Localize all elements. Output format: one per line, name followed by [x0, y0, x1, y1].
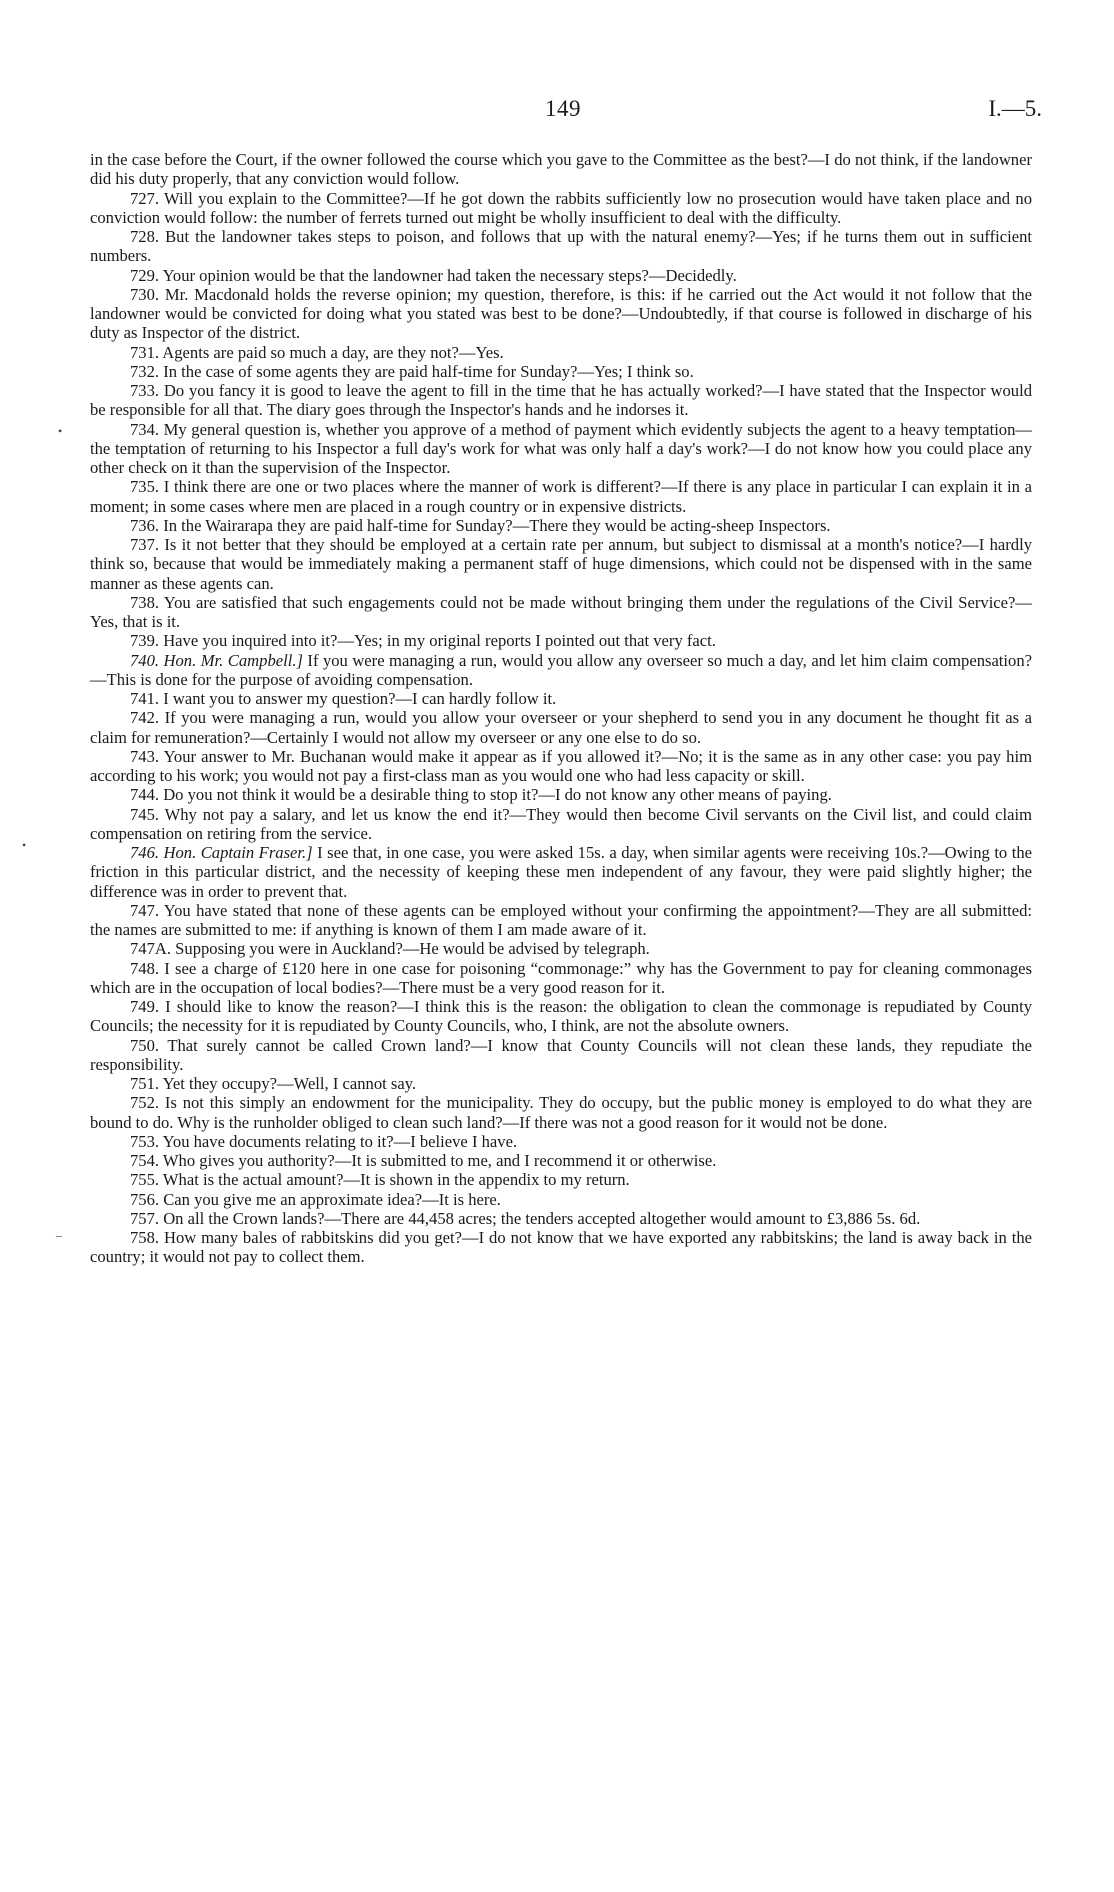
paragraph	[90, 1093, 1032, 1132]
paragraph	[90, 150, 1032, 189]
speaker-label: 746. Hon. Captain Fraser.]	[130, 843, 313, 862]
paragraph	[90, 843, 1032, 901]
paragraph-text: 756. Can you give me an approximate idea?—It is here.	[130, 1189, 501, 1209]
paragraph	[90, 1036, 1032, 1075]
paragraph-text: 747A. Supposing you were in Auckland?—He would be advised by telegraph.	[130, 939, 650, 959]
paragraph-text: 734. My general question is, whether you approve of a method of payment which evidently subjects the agent to a heavy temptation—the temptation of returning to his Inspector a full day's work for what was only half a day's work?—I do not know how you could place any other check on it than the supervision of the Inspector.	[90, 419, 1032, 477]
paragraph-text: I see that, in one case, you were asked 15s. a day, when similar agents were receiving 10s.?—Owing to the friction in this particular district, and the necessity of keeping these men independent of any favour, they were paid slightly higher; the difference was in order to prevent that.	[90, 843, 1032, 901]
paragraph	[90, 1228, 1032, 1267]
paragraph-text: 733. Do you fancy it is good to leave the agent to fill in the time that he has actually worked?—I have stated that the Inspector would be responsible for all that. The diary goes through the Inspector's hands and he indorses it.	[90, 381, 1032, 420]
paragraph-text: 755. What is the actual amount?—It is shown in the appendix to my return.	[130, 1170, 630, 1190]
paragraph	[90, 227, 1032, 266]
document-reference: I.—5.	[988, 96, 1042, 121]
page-header	[0, 96, 1114, 126]
paragraph-text: 744. Do you not think it would be a desirable thing to stop it?—I do not know any other means of paying.	[130, 785, 832, 805]
paragraph-text: 728. But the landowner takes steps to poison, and follows that up with the natural enemy?—Yes; if he turns them out in sufficient numbers.	[90, 227, 1032, 266]
paragraph-text: 741. I want you to answer my question?—I can hardly follow it.	[130, 689, 557, 708]
paragraph-text: If you were managing a run, would you allow any overseer so much a day, and let him claim compensation?—This is done for the purpose of avoiding compensation.	[90, 650, 1032, 689]
paragraph-text: 753. You have documents relating to it?—I believe I have.	[130, 1131, 518, 1151]
paragraph	[90, 381, 1032, 420]
paragraph-text: 739. Have you inquired into it?—Yes; in my original reports I pointed out that very fact.	[130, 631, 716, 651]
paragraph	[90, 285, 1032, 343]
paragraph	[90, 939, 1032, 958]
paragraph-text: 754. Who gives you authority?—It is submitted to me, and I recommend it or otherwise.	[130, 1151, 717, 1170]
paragraph	[90, 1151, 1032, 1170]
paragraph	[90, 343, 1032, 362]
paragraph-text: 729. Your opinion would be that the landowner had taken the necessary steps?—Decidedly.	[130, 265, 737, 285]
testimony-body	[90, 150, 1032, 1267]
paragraph-text: 748. I see a charge of £120 here in one case for poisoning “commonage:” why has the Government to pay for cleaning commonages which are in the occupation of local bodies?—There must be a very good reason for it.	[90, 958, 1032, 997]
paragraph-text: 742. If you were managing a run, would you allow your overseer or your shepherd to send you in any document he thought fit as a claim for remuneration?—Certainly I would not allow my overseer or any one else to do so.	[90, 708, 1032, 747]
paragraph	[90, 362, 1032, 381]
paragraph	[90, 805, 1032, 844]
paragraph-text: 750. That surely cannot be called Crown land?—I know that County Councils will not clean these lands, they repudiate the responsibility.	[90, 1035, 1032, 1074]
paragraph	[90, 689, 1032, 708]
paragraph-text: in the case before the Court, if the owner followed the course which you gave to the Committee as the best?—I do not think, if the landowner did his duty properly, that any conviction would follow.	[90, 150, 1032, 189]
paragraph	[90, 593, 1032, 632]
paragraph	[90, 1132, 1032, 1151]
paragraph-text: 727. Will you explain to the Committee?—If he got down the rabbits sufficiently low no prosecution would have taken place and no conviction would follow: the number of ferrets turned out might be wholly insufficient to deal with the difficulty.	[90, 188, 1032, 227]
paragraph-text: 758. How many bales of rabbitskins did you get?—I do not know that we have exported any rabbitskins; the land is away back in the country; it would not pay to collect them.	[90, 1228, 1032, 1267]
speaker-label: 740. Hon. Mr. Campbell.]	[130, 650, 303, 670]
paragraph-text: 745. Why not pay a salary, and let us know the end it?—They would then become Civil servants on the Civil list, and could claim compensation on retiring from the service.	[90, 804, 1032, 843]
paragraph	[90, 997, 1032, 1036]
paragraph	[90, 535, 1032, 593]
ink-speck: •	[58, 424, 63, 438]
paragraph	[90, 785, 1032, 804]
paragraph	[90, 747, 1032, 786]
paragraph	[90, 1074, 1032, 1093]
paragraph	[90, 420, 1032, 478]
paragraph-text: 736. In the Wairarapa they are paid half-time for Sunday?—There they would be acting-sheep Inspectors.	[130, 515, 831, 535]
paragraph-text: 751. Yet they occupy?—Well, I cannot say.	[130, 1074, 417, 1093]
ink-speck: •	[22, 838, 27, 852]
paragraph	[90, 516, 1032, 535]
paragraph	[90, 189, 1032, 228]
paragraph	[90, 901, 1032, 940]
paragraph-text: 757. On all the Crown lands?—There are 44,458 acres; the tenders accepted altogether would amount to £3,886 5s. 6d.	[130, 1208, 921, 1228]
paragraph-text: 743. Your answer to Mr. Buchanan would make it appear as if you allowed it?—No; it is the same as in any other case: you pay him according to his work; you would not pay a first-class man as you would one who had less capacity or skill.	[90, 746, 1032, 785]
paragraph	[90, 266, 1032, 285]
paragraph-text: 749. I should like to know the reason?—I think this is the reason: the obligation to clean the commonage is repudiated by County Councils; the necessity for it is repudiated by County Councils, who, I think, are not the absolute owners.	[90, 997, 1032, 1036]
paragraph	[90, 708, 1032, 747]
paragraph-text: 738. You are satisfied that such engagements could not be made without bringing them under the regulations of the Civil Service?—Yes, that is it.	[90, 592, 1032, 631]
paragraph	[90, 959, 1032, 998]
paragraph-text: 735. I think there are one or two places where the manner of work is different?—If there is any place in particular I can explain it in a moment; in some cases where men are placed in a rough country or in expensive districts.	[90, 477, 1032, 516]
paragraph-text: 730. Mr. Macdonald holds the reverse opinion; my question, therefore, is this: if he carried out the Act would it not follow that the landowner would be convicted for doing what you stated was best to be done?—Undoubtedly, if that course is followed in discharge of his duty as Inspector of the district.	[90, 284, 1032, 343]
paragraph	[90, 1190, 1032, 1209]
paragraph	[90, 1209, 1032, 1228]
paragraph-text: 732. In the case of some agents they are paid half-time for Sunday?—Yes; I think so.	[130, 361, 694, 381]
paragraph-text: 752. Is not this simply an endowment for the municipality. They do occupy, but the public money is employed to do what they are bound to do. Why is the runholder obliged to clean such land?—If there was not a good reason for it would not be done.	[90, 1093, 1032, 1132]
paragraph	[90, 477, 1032, 516]
paragraph-text: 747. You have stated that none of these agents can be employed without your confirming the appointment?—They are all submitted: the names are submitted to me: if anything is known of them I am made aware of it.	[90, 900, 1032, 939]
paragraph	[90, 651, 1032, 690]
paragraph	[90, 1170, 1032, 1189]
paragraph-text: 737. Is it not better that they should be employed at a certain rate per annum, but subject to dismissal at a month's notice?—I hardly think so, because that would be immediately making a permanent staff of huge dimensions, which could not be dispensed with in the same manner as these agents can.	[90, 535, 1032, 593]
page-number: 149	[545, 96, 581, 121]
paragraph-text: 731. Agents are paid so much a day, are they not?—Yes.	[130, 342, 504, 362]
ink-speck: –	[56, 1228, 62, 1242]
paragraph	[90, 631, 1032, 650]
